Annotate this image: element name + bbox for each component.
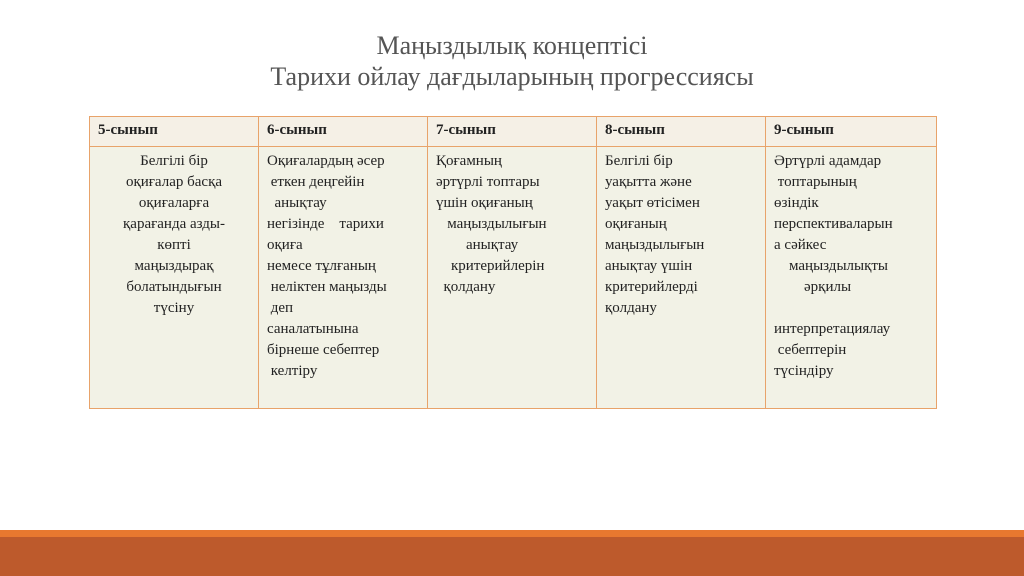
cell-text-line: оқиғаның — [605, 216, 667, 232]
header-row — [90, 117, 937, 147]
cell-text-line: интерпретациялау — [774, 321, 891, 337]
header-grade-8: 8-сынып — [597, 117, 766, 147]
content-row — [90, 147, 937, 409]
cell-text-line: Белгілі бір — [140, 153, 208, 169]
header-grade-9: 9-сынып — [766, 117, 937, 147]
cell-text-line: болатындығын — [126, 279, 222, 295]
title-line-1: Маңыздылық концептісі — [376, 31, 648, 60]
cell-text-line: Қоғамның — [436, 153, 502, 169]
cell-text-line: Әртүрлі адамдар — [774, 153, 882, 169]
cell-grade-6 — [259, 147, 428, 409]
footer-accent-bar — [0, 530, 1024, 537]
cell-text-line: критерийлерін — [436, 258, 545, 274]
cell-text-line: критерийлерді — [605, 279, 698, 295]
cell-text-line: саналатынына — [267, 321, 359, 337]
cell-text-line: маңыздырақ — [134, 258, 214, 274]
cell-text-line: маңыздылығын — [436, 216, 547, 232]
cell-text-line: топтарының — [774, 174, 857, 190]
cell-grade-7 — [428, 147, 597, 409]
cell-grade-9 — [766, 147, 937, 409]
cell-text-line: әрқилы — [774, 279, 852, 295]
cell-text-line: перспективаларын — [774, 216, 893, 232]
cell-text-line: анықтау — [267, 195, 327, 211]
cell-text-line: анықтау — [436, 237, 519, 253]
progression-table — [89, 116, 937, 409]
cell-text-line: негізінде тарихи — [267, 216, 384, 232]
cell-text-line: Белгілі бір — [605, 153, 673, 169]
cell-grade-5 — [90, 147, 259, 409]
cell-text-line: анықтау үшін — [605, 258, 693, 274]
cell-text-line: Оқиғалардың әсер — [267, 153, 385, 169]
cell-text-line: өзіндік — [774, 195, 819, 211]
cell-text-line: түсіну — [153, 300, 195, 316]
cell-text-line: бірнеше себептер — [267, 342, 380, 358]
cell-text-line: оқиғаларға — [138, 195, 210, 211]
cell-grade-8 — [597, 147, 766, 409]
cell-text-line: неліктен маңызды — [267, 279, 387, 295]
cell-text-line: көпті — [157, 237, 191, 253]
cell-text-line: маңыздылығын — [605, 237, 705, 253]
header-grade-6: 6-сынып — [259, 117, 428, 147]
cell-text-line: себептерін — [774, 342, 847, 358]
cell-text-line: қарағанда азды- — [123, 216, 225, 232]
cell-text-line: үшін оқиғаның — [436, 195, 533, 211]
cell-text-line: қолдану — [436, 279, 496, 295]
cell-text-line: әртүрлі топтары — [436, 174, 540, 190]
cell-text-line: келтіру — [267, 363, 318, 379]
cell-text-line — [774, 298, 928, 319]
header-grade-7: 7-сынып — [428, 117, 597, 147]
cell-text-line: еткен деңгейін — [267, 174, 365, 190]
cell-text-line: түсіндіру — [774, 363, 834, 379]
cell-text-line: уақыт өтісімен — [605, 195, 700, 211]
header-grade-5: 5-сынып — [90, 117, 259, 147]
title-line-2: Тарихи ойлау дағдыларының прогрессиясы — [270, 62, 754, 91]
cell-text-line: а сәйкес — [774, 237, 827, 253]
cell-text-line: маңыздылықты — [774, 258, 889, 274]
cell-text-line: деп — [267, 300, 294, 316]
cell-text-line: қолдану — [605, 300, 657, 316]
footer-bar — [0, 537, 1024, 576]
slide-title — [0, 30, 1024, 92]
cell-text-line: уақытта және — [605, 174, 692, 190]
cell-text-line: оқиға — [267, 237, 303, 253]
cell-text-line: оқиғалар басқа — [125, 174, 223, 190]
cell-text-line: немесе тұлғаның — [267, 258, 376, 274]
